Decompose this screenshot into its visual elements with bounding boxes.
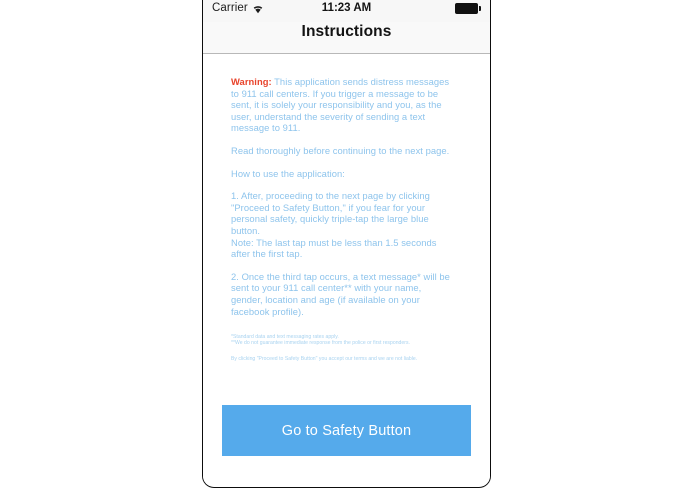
step-one-note: Note: The last tap must be less than 1.5 seconds after the first tap. (231, 236, 437, 260)
warning-paragraph (231, 76, 455, 134)
instructions-content (203, 54, 490, 486)
status-bar-right (455, 3, 481, 14)
step-one-paragraph: 1. After, proceeding to the next page by clicking "Proceed to Safety Button," if you fear for your personal safety, quickly triple-tap the large blue button. (231, 190, 430, 236)
footnote-one: *Standard data and text messaging rates apply. (231, 334, 339, 340)
battery-full-icon (455, 3, 481, 14)
read-notice-paragraph: Read thoroughly before continuing to the next page. (231, 144, 450, 156)
go-to-safety-button[interactable]: Go to Safety Button (222, 405, 471, 456)
phone-frame (202, 0, 491, 488)
warning-body: This application sends distress messages to 911 call centers. If you trigger a message to be sent, it is solely your responsibility and you, as the user, understand the severity of sending a text message to 911. (231, 76, 450, 134)
carrier-label: Carrier (212, 2, 248, 14)
warning-label: Warning: (231, 76, 272, 87)
status-bar-clock: 11:23 AM (321, 2, 372, 14)
footnote-two: **We do not guarantee immediate response from the police or first responders. (231, 340, 410, 347)
fineprint-block (231, 334, 457, 362)
how-to-heading: How to use the application: (231, 167, 345, 179)
instructions-text-block (231, 76, 455, 317)
step-two-paragraph: 2. Once the third tap occurs, a text message* will be sent to your 911 call center** with your name, gender, location and age (if available on your facebook profile). (231, 270, 450, 317)
navigation-bar (203, 22, 490, 54)
page-title: Instructions (301, 23, 392, 40)
wifi-icon (252, 4, 264, 14)
status-bar (203, 0, 490, 22)
terms-disclaimer: By clicking "Proceed to Safety Button" you accept our terms and we are not liable. (231, 355, 418, 362)
status-bar-left (212, 2, 264, 14)
